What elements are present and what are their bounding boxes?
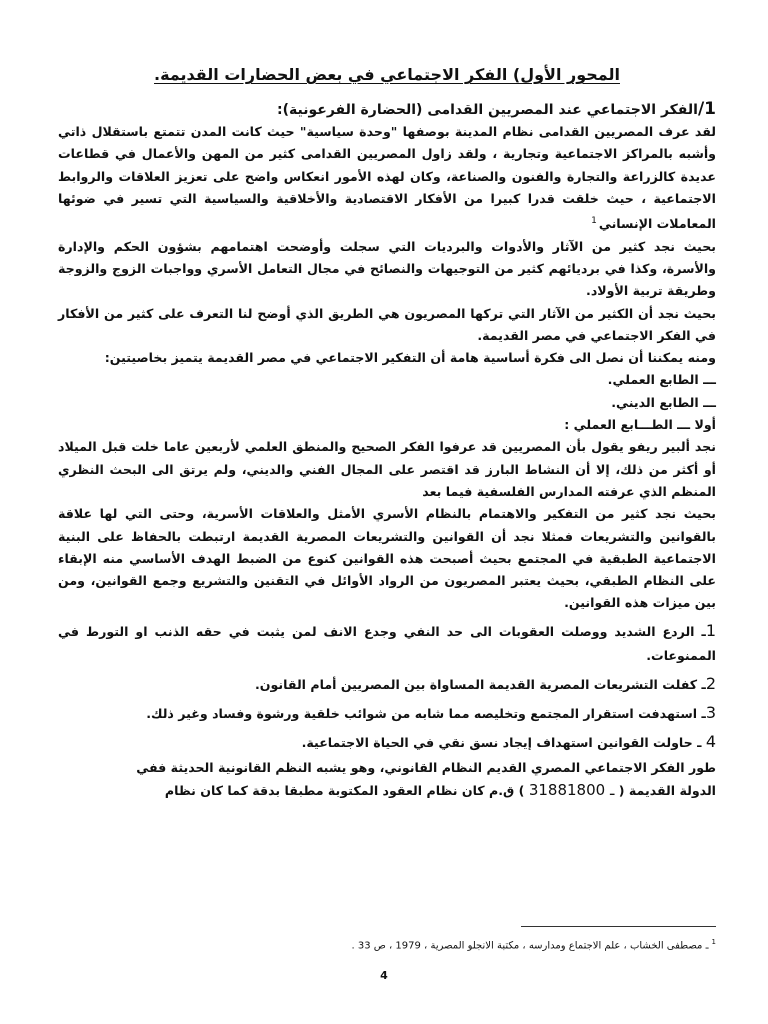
section-number: 1/ (697, 99, 716, 119)
closing-line-2-before: الدولة القديمة ( (618, 783, 716, 799)
section-heading-text: الفكر الاجتماعي عند المصريين القدامى (الحضارة الفرعونية): (277, 102, 698, 118)
paragraph-4: ومنه يمكننا أن نصل الى فكرة أساسية هامة أن التفكير الاجتماعي في مصر القديمة يتميز بخاصيتين: (104, 350, 716, 366)
law-item-text: حاولت القوانين استهداف إيجاد نسق نقي في الحياة الاجتماعية. (301, 734, 698, 750)
law-item (58, 701, 716, 726)
paragraph-2: بحيث نجد كثير من الآثار والأدوات والبرديات التي سجلت وأوضحت اهتمامهم بشؤون الحكم والإدارة والأسرة، وكذا في برديائهم كثير من التوجيهات والنصائح في مجال التعامل الأسري وواجبات الزوج والزوجة وطريقة تربية الأولاد. (58, 238, 716, 299)
law-item (58, 672, 716, 697)
year-start: 3188 (528, 781, 567, 800)
paragraph-6: بحيث نجد كثير من التفكير والاهتمام بالنظام الأسري الأمثل والعلاقات الأسرية، وحتى التي لها علاقة بالقوانين والتشريعات فمثلا نجد أن القوانين والتشريعات المصرية القديمة ارتبطت بالحفاظ على البنية الاجتماعية الطبقية في المجتمع بحيث أصبحت هذه القوانين كنوع من الضبط الهدف الأساسي منه الإبقاء على النظام الطبقي، بحيث يعتبر المصريون من الرواد الأوائل في التقنين والتشريع وجمع القوانين، ومن بين ميزات هذه القوانين. (58, 506, 716, 611)
document-body (58, 62, 716, 802)
paragraph-1-text: لقد عرف المصريين القدامى نظام المدينة بوصفها "وحدة سياسية" حيث كانت المدن تتمتع باستقلال ذاتي وأشبه بالمراكز الاجتماعية وتجارية ، ولقد زاول المصريين القدامى كثير من المهن والأعمال في قطاعات عديدة كالزراعة والتجارة والفنون والصناعة، وكان لهذه الأمور انعكاس واضح على تعزيز العلاقات والروابط الاجتماعية ، حيث خلقت قدرا كبيرا من الأفكار الاقتصادية والأخلاقية والسياسية التي تسير في ضوئها المعاملات الإنساني (58, 124, 716, 232)
law-item-separator: ـ (697, 734, 706, 750)
law-item (58, 619, 716, 668)
first-trait-heading: أولا ـــ الطـــابع العملي : (564, 417, 716, 433)
footnote-text: ـ مصطفى الخشاب ، علم الاجتماع ومدارسه ، مكتبة الانجلو المصرية ، 1979 ، ص 33 . (351, 940, 709, 952)
closing-line-1: طور الفكر الاجتماعي المصري القديم النظام القانوني، وهو يشبه النظم القانونية الحديثة ففي (136, 759, 716, 775)
law-item-text: كفلت التشريعات المصرية القديمة المساواة بين المصريين أمام القانون. (255, 676, 702, 692)
paragraph-3: بحيث نجد أن الكثير من الآثار التي تركها المصريون هي الطريق الذي أوضح لنا التعرف على كثير من الأفكار في الفكر الاجتماعي في مصر القديمة. (58, 305, 716, 343)
footnote (76, 934, 716, 954)
closing-line-2-after: ) ق.م كان نظام العقود المكتوبة مطبقا بدقة كما كان نظام (164, 783, 525, 799)
law-item (58, 730, 716, 755)
closing-line-2 (58, 779, 716, 802)
year-separator: ـ (609, 781, 615, 800)
law-item-text: استهدفت استقرار المجتمع وتخليصه مما شابه من شوائب خلقية ورشوة وفساد وغير ذلك. (146, 705, 702, 721)
section-heading (58, 98, 716, 121)
law-item-number: 4 (705, 731, 716, 751)
law-item-separator: ـ (701, 705, 706, 721)
paragraph-5: نجد ألبير ريفو يقول بأن المصريين قد عرفوا الفكر الصحيح والمنطق العلمي لأربعين عاما خلت قبل الميلاد أو أكثر من ذلك، إلا أن النشاط البارز قد اقتصر على المجال الفني والديني، ولم يرتق الى البحث النظري المنظم الذي عرفته المدارس الفلسفية فيما بعد (58, 439, 716, 499)
page-title: المحور الأول) الفكر الاجتماعي في بعض الحضارات القديمة. (154, 65, 620, 84)
law-item-text: الردع الشديد ووصلت العقوبات الى حد النفي وجدع الانف لمن يثبت في حقه الذنب او التورط في الممنوعات. (58, 623, 716, 663)
date-range (529, 781, 615, 799)
year-end: 1800 (567, 781, 606, 800)
footnote-number: 1 (711, 938, 716, 946)
law-item-number: 3 (705, 702, 716, 722)
page-number: 4 (380, 969, 388, 982)
footnote-divider (521, 926, 716, 927)
law-item-number: 2 (705, 673, 716, 693)
law-item-separator: ـ (701, 676, 706, 692)
trait-item: ـــ الطابع الديني. (611, 394, 716, 410)
paragraph-1 (58, 121, 716, 236)
footnote-reference: 1 (591, 216, 597, 227)
trait-item: ـــ الطابع العملي. (607, 372, 716, 388)
law-item-separator: ـ (701, 623, 706, 639)
law-item-number: 1 (705, 620, 716, 640)
